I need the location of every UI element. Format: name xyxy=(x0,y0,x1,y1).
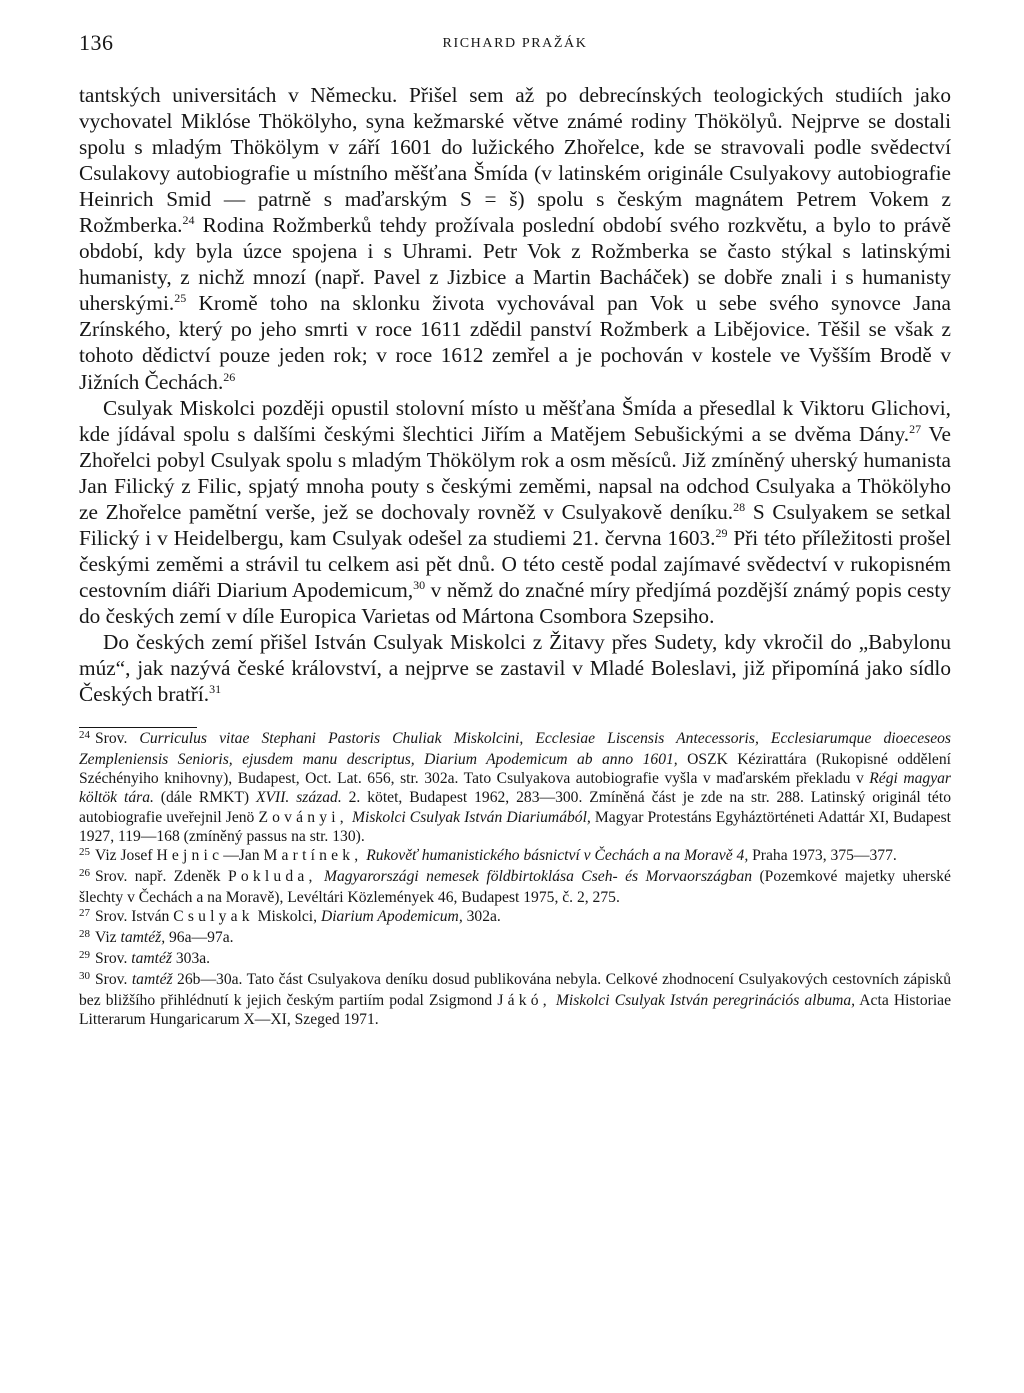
paragraph xyxy=(79,82,951,395)
author-name: Hejnic xyxy=(156,846,224,864)
text-run: Srov. xyxy=(95,730,140,748)
text-run: tantských universitách v Německu. Přišel sem až po debrecínských teologických studiích jako vychovatel Miklóse Thökölyho, syna kežmarské větve známé rodiny Thökölyů. Nejprve se dostali spolu s mladým Thökölym v září 1601 do lužického Zhořelce, kde se stravovali podle svědectví Csulakovy autobiografie u místního měšťana Šmída (v latinském originále Csulyakovy autobiografie Heinrich Smid — patrně s maďarským S = š) spolu s českým magnátem Petrem Vokem z Rožmberka. xyxy=(79,83,951,238)
author-name: Martínek, xyxy=(263,846,363,864)
text-run: Rodina Rožmberků tehdy prožívala poslední období svého rozkvětu, a bylo to právě období, kdy byla úzce spojena i s Uhrami. Petr Vok z Rožmberka se často stýkal s latinskými humanisty, z nichž mnozí (např. Pavel z Jizbice a Martin Bacháček) se dobře znali i s humanisty uherskými. xyxy=(79,213,951,316)
text-run: Viz Josef xyxy=(95,846,157,864)
text-run: (Pozemkové majetky uherské šlechty v Čechách a na Moravě), Levéltári Közlemények 46, Budapest 1975, č. 2, 275. xyxy=(79,867,951,906)
text-run: Magyar Protestáns Egyháztörténeti Adattár XI, Budapest 1927, 119—168 (zmíněný passus na str. 130). xyxy=(79,808,952,845)
text-run: S Csulyakem se setkal Filický i v Heidelbergu, kam Csulyak odešel za studiemi 21. června 1603. xyxy=(79,499,951,550)
text-run: 96a—97a. xyxy=(165,929,234,947)
footnote-ref: 24 xyxy=(182,213,195,228)
italic-title: Régi magyar költök tára. xyxy=(79,770,951,807)
author-name: Jákó, xyxy=(497,992,551,1010)
text-run xyxy=(317,868,324,885)
italic-title: Miskolci Csulyak István Diariumából, xyxy=(352,808,591,826)
italic-title: Curriculus vitae Stephani Pastoris Chuliak Miskolcini, Ecclesiae Liscensis Antecessoris, Ecclesiarumque dioeceseos Zempleniensis Senioris, ejusdem manu descriptus, Diarium Apodemicum ab anno 1601, xyxy=(79,730,951,769)
italic-title: tamtéž, xyxy=(120,929,166,947)
page xyxy=(79,30,951,1030)
text-run: Kromě toho na sklonku života vychovával pan Vok u sebe svého synovce Jana Zrínského, který po jeho smrti v roce 1611 zdědil panství Rožmberk a Libějovice. Těšil se však z tohoto dědictví pouze jeden rok; v roce 1612 zemřel a je pochován v kostele ve Vyšším Brodě v Jižních Čechách. xyxy=(79,291,951,394)
italic-title: Miskolci Csulyak István peregrinációs albuma, xyxy=(555,992,856,1010)
footnote-ref: 25 xyxy=(174,291,187,306)
footnotes xyxy=(79,729,951,1029)
footnote xyxy=(79,970,951,1029)
footnote-number: 25 xyxy=(79,845,90,858)
footnote-ref: 26 xyxy=(223,369,236,384)
text-run: —Jan xyxy=(223,846,264,864)
footnote xyxy=(79,867,951,907)
italic-title: tamtéž xyxy=(131,971,173,989)
footnote xyxy=(79,846,951,867)
footnote-ref: 27 xyxy=(909,421,922,436)
text-run: Do českých zemí přišel István Csulyak Miskolci z Žitavy přes Sudety, kdy vkročil do „Babylonu múz“, jak nazývá české království, a nejprve se zastavil v Mladé Boleslavi, již připomíná jako sídlo Českých bratří. xyxy=(79,629,951,707)
text-run: v němž do značné míry předjímá pozdější známý popis cesty do českých zemí v díle Europica Varietas od Mártona Csombora Szepsiho. xyxy=(79,577,951,628)
footnote-number: 24 xyxy=(79,729,90,742)
text-run: Srov. xyxy=(95,950,132,968)
text-run: Ve Zhořelci pobyl Csulyak spolu s mladým Thökölym rok a osm měsíců. Již zmíněný uherský humanista Jan Filický z Filic, spjatý mnoha pouty s českými zeměmi, napsal na odchod Csulyaka a Thökölyho ze Zhořelce pamětní verše, jež se dochovaly rovněž v Csulyakově deníku. xyxy=(79,421,951,524)
text-run: Viz xyxy=(95,929,121,947)
paragraph xyxy=(79,629,951,707)
running-head: RICHARD PRAŽÁK xyxy=(442,36,588,51)
text-run: Miskolci, xyxy=(253,907,321,925)
footnote-ref: 28 xyxy=(733,499,746,514)
text-run: Csulyak Miskolci později opustil stolovní místo u měšťana Šmída a přesedlal k Viktoru Glichovi, kde jídával spolu s dalšími českými šlechtici Jiřím a Matějem Sebušickými a se dvěma Dány. xyxy=(79,395,951,446)
italic-title: XVII. század. xyxy=(256,789,342,807)
italic-title: Rukověť humanistického básnictví v Čechách a na Moravě 4, xyxy=(366,846,749,864)
text-run: Acta Historiae Litterarum Hungaricarum X—XI, Szeged 1971. xyxy=(79,992,951,1029)
text-run: 26b—30a. Tato část Csulyakova deníku dosud publikována nebyla. Celkové zhodnocení Csulyakových cestovních zápisků bez bližšího přihlédnutí k jejich českým partiím podal Zsigmond xyxy=(79,971,951,1010)
italic-title: tamtéž xyxy=(131,950,172,968)
text-run: 302a. xyxy=(462,907,501,925)
text-run: Při této příležitosti prošel českými zeměmi a strávil tu celkem asi pět dnů. O této cestě podal zajímavé svědectví v rukopisném cestovním diáři Diarium Apodemicum, xyxy=(79,525,951,602)
text-run: OSZK Kézirattára (Rukopisné oddělení Széchényiho knihovny), Budapest, Oct. Lat. 656, str. 302a. Tato Csulyakova autobiografie vyšla v maďarském překladu v xyxy=(79,751,951,788)
footnote-number: 26 xyxy=(79,866,90,879)
paragraph xyxy=(79,395,951,629)
page-header xyxy=(79,30,951,66)
text-run: 2. kötet, Budapest 1962, 283—300. Zmíněná část je zde na str. 288. Latinský originál této autobiografie uveřejnil Jenö xyxy=(79,789,951,826)
footnote-ref: 29 xyxy=(715,525,728,540)
text-run: (dále RMKT) xyxy=(153,789,256,807)
author-name: Csulyak xyxy=(173,907,254,925)
footnote-number: 27 xyxy=(79,906,90,919)
footnote-separator xyxy=(79,727,197,728)
body-text xyxy=(79,82,951,707)
footnote xyxy=(79,729,951,846)
footnote-ref: 31 xyxy=(209,682,222,697)
author-name: Pokluda, xyxy=(227,867,317,885)
footnote xyxy=(79,907,951,928)
text-run: Srov. István xyxy=(95,907,174,925)
footnote-number: 29 xyxy=(79,949,90,962)
footnote-number: 30 xyxy=(79,970,90,983)
text-run: 303a. xyxy=(171,950,211,968)
italic-title: Magyarországi nemesek földbirtoklása Cseh- és Morvaországban xyxy=(324,867,753,885)
page-number: 136 xyxy=(79,30,114,55)
footnote-ref: 30 xyxy=(413,577,426,592)
author-name: Zoványi, xyxy=(258,808,348,826)
footnote-number: 28 xyxy=(79,928,90,941)
text-run: Srov. xyxy=(95,971,132,989)
footnote xyxy=(79,949,951,970)
italic-title: Diarium Apodemicum, xyxy=(320,907,463,925)
text-run: Praha 1973, 375—377. xyxy=(748,846,897,864)
text-run: Srov. např. Zdeněk xyxy=(95,867,228,885)
footnote xyxy=(79,928,951,949)
